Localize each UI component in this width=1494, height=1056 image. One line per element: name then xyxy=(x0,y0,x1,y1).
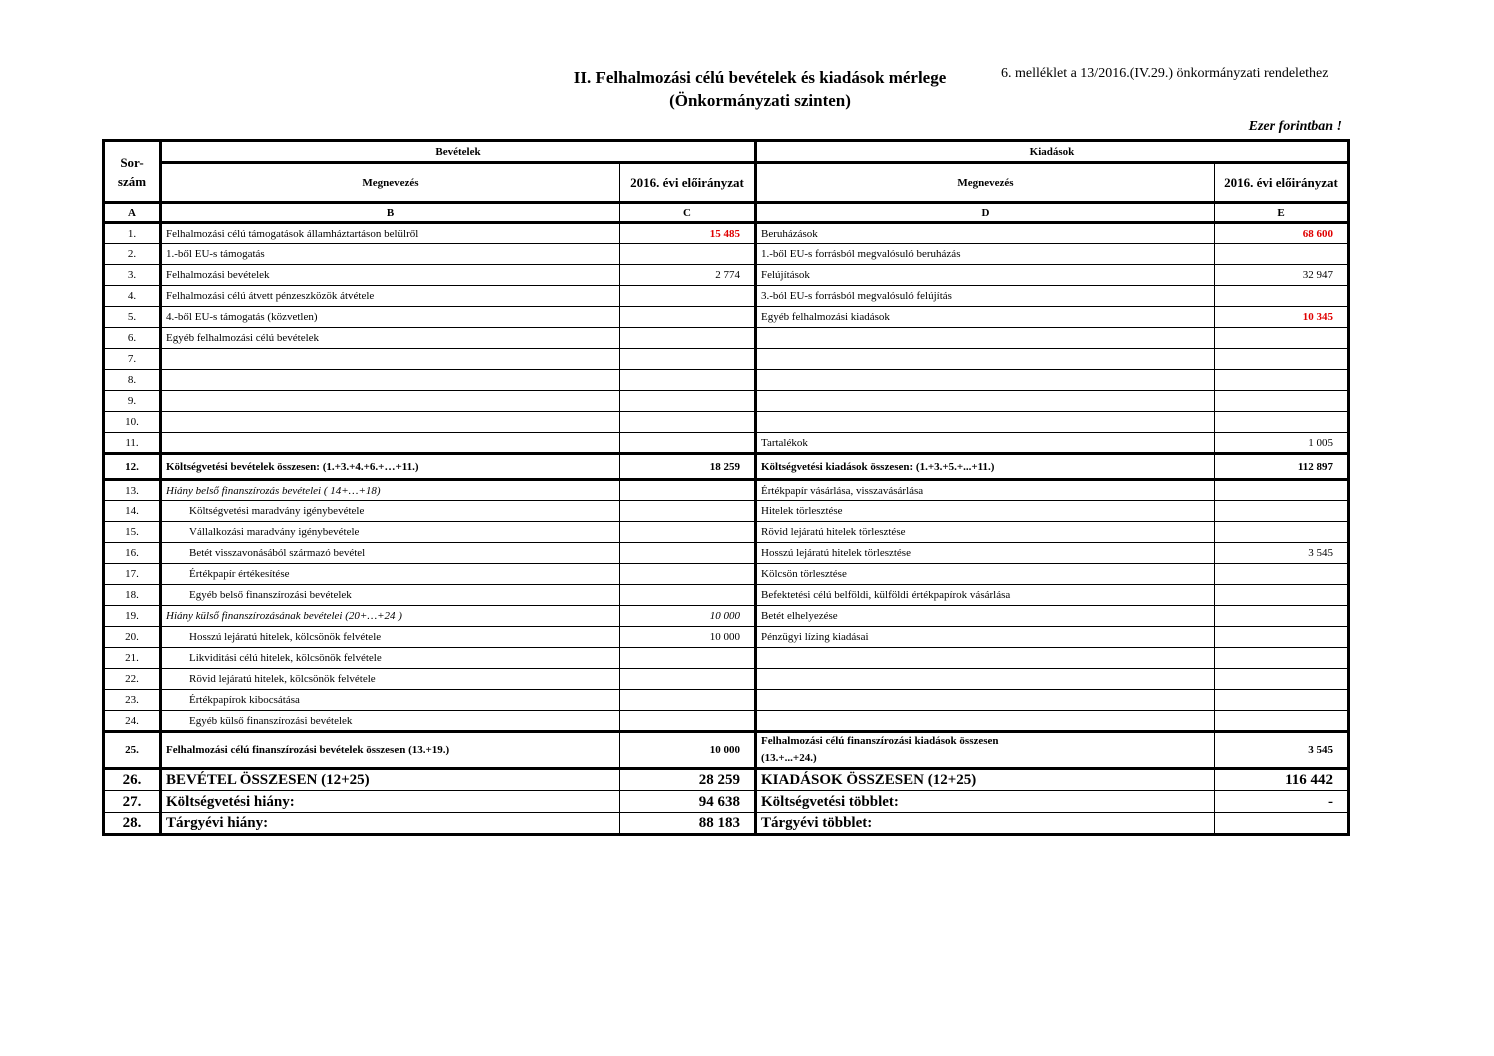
table-row xyxy=(104,307,1349,328)
expense-amount: - xyxy=(1215,791,1349,813)
row-number: 23. xyxy=(104,690,161,711)
row-number: 18. xyxy=(104,585,161,606)
expense-name xyxy=(756,732,1215,769)
expense-name: Egyéb felhalmozási kiadások xyxy=(756,307,1215,328)
table-row xyxy=(104,433,1349,454)
table-row xyxy=(104,244,1349,265)
expense-amount xyxy=(1215,501,1349,522)
revenue-amount: 28 259 xyxy=(620,769,756,791)
revenue-amount: 10 000 xyxy=(620,627,756,648)
row-number: 8. xyxy=(104,370,161,391)
table-row xyxy=(104,606,1349,627)
expense-name: 1.-ből EU-s forrásból megvalósuló beruházás xyxy=(756,244,1215,265)
expense-name: Betét elhelyezése xyxy=(756,606,1215,627)
table-row xyxy=(104,223,1349,244)
expense-amount: 32 947 xyxy=(1215,265,1349,286)
expense-amount xyxy=(1215,244,1349,265)
header-bevetelek: Bevételek xyxy=(161,141,756,163)
annex-reference: 6. melléklet a 13/2016.(IV.29.) önkormányzati rendelethez xyxy=(1001,66,1329,81)
expense-amount: 10 345 xyxy=(1215,307,1349,328)
expense-name xyxy=(756,412,1215,433)
expense-name xyxy=(756,669,1215,690)
row-number: 25. xyxy=(104,732,161,769)
revenue-amount: 10 000 xyxy=(620,732,756,769)
table-row xyxy=(104,349,1349,370)
expense-amount: 3 545 xyxy=(1215,732,1349,769)
revenue-name: Költségvetési hiány: xyxy=(161,791,620,813)
row-number: 9. xyxy=(104,391,161,412)
revenue-amount xyxy=(620,480,756,501)
table-row xyxy=(104,522,1349,543)
row-number: 19. xyxy=(104,606,161,627)
revenue-amount: 10 000 xyxy=(620,606,756,627)
header-eloiranyzat-e: 2016. évi előirányzat xyxy=(1215,163,1349,203)
revenue-amount xyxy=(620,307,756,328)
expense-amount xyxy=(1215,711,1349,732)
balance-table xyxy=(102,139,1350,836)
row-number: 21. xyxy=(104,648,161,669)
table-row xyxy=(104,501,1349,522)
revenue-name: 4.-ből EU-s támogatás (közvetlen) xyxy=(161,307,620,328)
table-row xyxy=(104,690,1349,711)
row-number: 16. xyxy=(104,543,161,564)
revenue-name: Költségvetési maradvány igénybevétele xyxy=(161,501,620,522)
table-row xyxy=(104,454,1349,480)
revenue-name: Hiány külső finanszírozásának bevételei (20+…+24 ) xyxy=(161,606,620,627)
table-row xyxy=(104,564,1349,585)
header-sorszam: Sor-szám xyxy=(104,141,161,203)
revenue-amount xyxy=(620,501,756,522)
title-line-2: (Önkormányzati szinten) xyxy=(669,91,851,110)
revenue-name: Költségvetési bevételek összesen: (1.+3.+4.+6.+…+11.) xyxy=(161,454,620,480)
expense-amount: 116 442 xyxy=(1215,769,1349,791)
revenue-name: Egyéb külső finanszírozási bevételek xyxy=(161,711,620,732)
expense-name: Beruházások xyxy=(756,223,1215,244)
row-number: 15. xyxy=(104,522,161,543)
revenue-amount: 2 774 xyxy=(620,265,756,286)
header-megnevezes-b: Megnevezés xyxy=(161,163,620,203)
expense-amount xyxy=(1215,349,1349,370)
revenue-name: Betét visszavonásából származó bevétel xyxy=(161,543,620,564)
row-number: 26. xyxy=(104,769,161,791)
expense-name-line-1: Felhalmozási célú finanszírozási kiadások összesen xyxy=(761,735,999,747)
revenue-amount xyxy=(620,433,756,454)
row-number: 7. xyxy=(104,349,161,370)
col-letter-a: A xyxy=(104,203,161,223)
header-megnevezes-d: Megnevezés xyxy=(756,163,1215,203)
expense-amount xyxy=(1215,606,1349,627)
table-row xyxy=(104,585,1349,606)
col-letter-c: C xyxy=(620,203,756,223)
revenue-amount xyxy=(620,543,756,564)
expense-amount: 68 600 xyxy=(1215,223,1349,244)
revenue-name xyxy=(161,412,620,433)
revenue-name: Tárgyévi hiány: xyxy=(161,813,620,835)
revenue-amount xyxy=(620,349,756,370)
table-row xyxy=(104,391,1349,412)
table-row xyxy=(104,328,1349,349)
expense-amount xyxy=(1215,648,1349,669)
row-number: 27. xyxy=(104,791,161,813)
expense-name: Költségvetési többlet: xyxy=(756,791,1215,813)
revenue-name xyxy=(161,349,620,370)
expense-name: Rövid lejáratú hitelek törlesztése xyxy=(756,522,1215,543)
col-letter-d: D xyxy=(756,203,1215,223)
row-number: 24. xyxy=(104,711,161,732)
table-row xyxy=(104,648,1349,669)
revenue-name: Egyéb belső finanszírozási bevételek xyxy=(161,585,620,606)
revenue-name: Felhalmozási célú finanszírozási bevételek összesen (13.+19.) xyxy=(161,732,620,769)
expense-amount xyxy=(1215,480,1349,501)
table-row xyxy=(104,669,1349,690)
expense-name xyxy=(756,328,1215,349)
row-number: 10. xyxy=(104,412,161,433)
revenue-amount xyxy=(620,412,756,433)
revenue-amount xyxy=(620,244,756,265)
table-row xyxy=(104,791,1349,813)
expense-name: Tartalékok xyxy=(756,433,1215,454)
row-number: 13. xyxy=(104,480,161,501)
expense-amount xyxy=(1215,585,1349,606)
col-letter-e: E xyxy=(1215,203,1349,223)
revenue-amount xyxy=(620,328,756,349)
revenue-amount xyxy=(620,585,756,606)
row-number: 4. xyxy=(104,286,161,307)
table-row xyxy=(104,265,1349,286)
document-title xyxy=(470,66,1050,112)
revenue-amount: 15 485 xyxy=(620,223,756,244)
expense-amount xyxy=(1215,813,1349,835)
revenue-name: Hiány belső finanszírozás bevételei ( 14+…+18) xyxy=(161,480,620,501)
revenue-name: Felhalmozási bevételek xyxy=(161,265,620,286)
row-number: 2. xyxy=(104,244,161,265)
row-number: 3. xyxy=(104,265,161,286)
row-number: 6. xyxy=(104,328,161,349)
expense-name: Befektetési célú belföldi, külföldi értékpapírok vásárlása xyxy=(756,585,1215,606)
revenue-name: Felhalmozási célú átvett pénzeszközök átvétele xyxy=(161,286,620,307)
row-number: 17. xyxy=(104,564,161,585)
revenue-name: BEVÉTEL ÖSSZESEN (12+25) xyxy=(161,769,620,791)
table-row xyxy=(104,732,1349,769)
row-number: 22. xyxy=(104,669,161,690)
revenue-name: Rövid lejáratú hitelek, kölcsönök felvétele xyxy=(161,669,620,690)
revenue-amount xyxy=(620,286,756,307)
expense-name xyxy=(756,648,1215,669)
revenue-name: Likviditási célú hitelek, kölcsönök felvétele xyxy=(161,648,620,669)
expense-amount: 3 545 xyxy=(1215,543,1349,564)
expense-name: Hitelek törlesztése xyxy=(756,501,1215,522)
table-row xyxy=(104,412,1349,433)
revenue-amount xyxy=(620,522,756,543)
col-letter-b: B xyxy=(161,203,620,223)
revenue-name xyxy=(161,433,620,454)
expense-name xyxy=(756,690,1215,711)
row-number: 28. xyxy=(104,813,161,835)
row-number: 1. xyxy=(104,223,161,244)
revenue-name xyxy=(161,370,620,391)
expense-name: Felújítások xyxy=(756,265,1215,286)
expense-name xyxy=(756,711,1215,732)
expense-name: Hosszú lejáratú hitelek törlesztése xyxy=(756,543,1215,564)
table-row xyxy=(104,813,1349,835)
expense-name: Pénzügyi lízing kiadásai xyxy=(756,627,1215,648)
expense-name xyxy=(756,391,1215,412)
row-number: 11. xyxy=(104,433,161,454)
expense-amount: 112 897 xyxy=(1215,454,1349,480)
table-row xyxy=(104,627,1349,648)
expense-amount xyxy=(1215,522,1349,543)
row-number: 14. xyxy=(104,501,161,522)
revenue-amount: 94 638 xyxy=(620,791,756,813)
table-row xyxy=(104,769,1349,791)
expense-amount xyxy=(1215,690,1349,711)
revenue-amount: 88 183 xyxy=(620,813,756,835)
revenue-amount xyxy=(620,669,756,690)
expense-name: Kölcsön törlesztése xyxy=(756,564,1215,585)
revenue-name: Vállalkozási maradvány igénybevétele xyxy=(161,522,620,543)
expense-amount xyxy=(1215,328,1349,349)
expense-amount xyxy=(1215,627,1349,648)
revenue-amount: 18 259 xyxy=(620,454,756,480)
revenue-amount xyxy=(620,564,756,585)
unit-note: Ezer forintban ! xyxy=(1248,119,1342,134)
expense-amount xyxy=(1215,669,1349,690)
revenue-name: Értékpapírok kibocsátása xyxy=(161,690,620,711)
expense-name xyxy=(756,370,1215,391)
expense-amount xyxy=(1215,370,1349,391)
row-number: 5. xyxy=(104,307,161,328)
revenue-amount xyxy=(620,690,756,711)
expense-amount xyxy=(1215,286,1349,307)
header-kiadasok: Kiadások xyxy=(756,141,1349,163)
table-row xyxy=(104,543,1349,564)
row-number: 12. xyxy=(104,454,161,480)
revenue-name xyxy=(161,391,620,412)
revenue-name: Értékpapír értékesítése xyxy=(161,564,620,585)
expense-name: Költségvetési kiadások összesen: (1.+3.+5.+...+11.) xyxy=(756,454,1215,480)
expense-name: 3.-ból EU-s forrásból megvalósuló felújítás xyxy=(756,286,1215,307)
table-row xyxy=(104,711,1349,732)
revenue-amount xyxy=(620,711,756,732)
expense-amount: 1 005 xyxy=(1215,433,1349,454)
header-eloiranyzat-c: 2016. évi előirányzat xyxy=(620,163,756,203)
expense-name xyxy=(756,349,1215,370)
expense-amount xyxy=(1215,391,1349,412)
title-line-1: II. Felhalmozási célú bevételek és kiadások mérlege xyxy=(573,68,947,87)
table-row xyxy=(104,286,1349,307)
revenue-name: Hosszú lejáratú hitelek, kölcsönök felvétele xyxy=(161,627,620,648)
revenue-name: Egyéb felhalmozási célú bevételek xyxy=(161,328,620,349)
expense-amount xyxy=(1215,412,1349,433)
revenue-amount xyxy=(620,391,756,412)
expense-amount xyxy=(1215,564,1349,585)
revenue-amount xyxy=(620,648,756,669)
revenue-name: 1.-ből EU-s támogatás xyxy=(161,244,620,265)
revenue-name: Felhalmozási célú támogatások államháztartáson belülről xyxy=(161,223,620,244)
expense-name: Értékpapír vásárlása, visszavásárlása xyxy=(756,480,1215,501)
expense-name: Tárgyévi többlet: xyxy=(756,813,1215,835)
row-number: 20. xyxy=(104,627,161,648)
expense-name-line-2: (13.+...+24.) xyxy=(761,752,817,764)
table-row xyxy=(104,480,1349,501)
revenue-amount xyxy=(620,370,756,391)
table-row xyxy=(104,370,1349,391)
expense-name: KIADÁSOK ÖSSZESEN (12+25) xyxy=(756,769,1215,791)
